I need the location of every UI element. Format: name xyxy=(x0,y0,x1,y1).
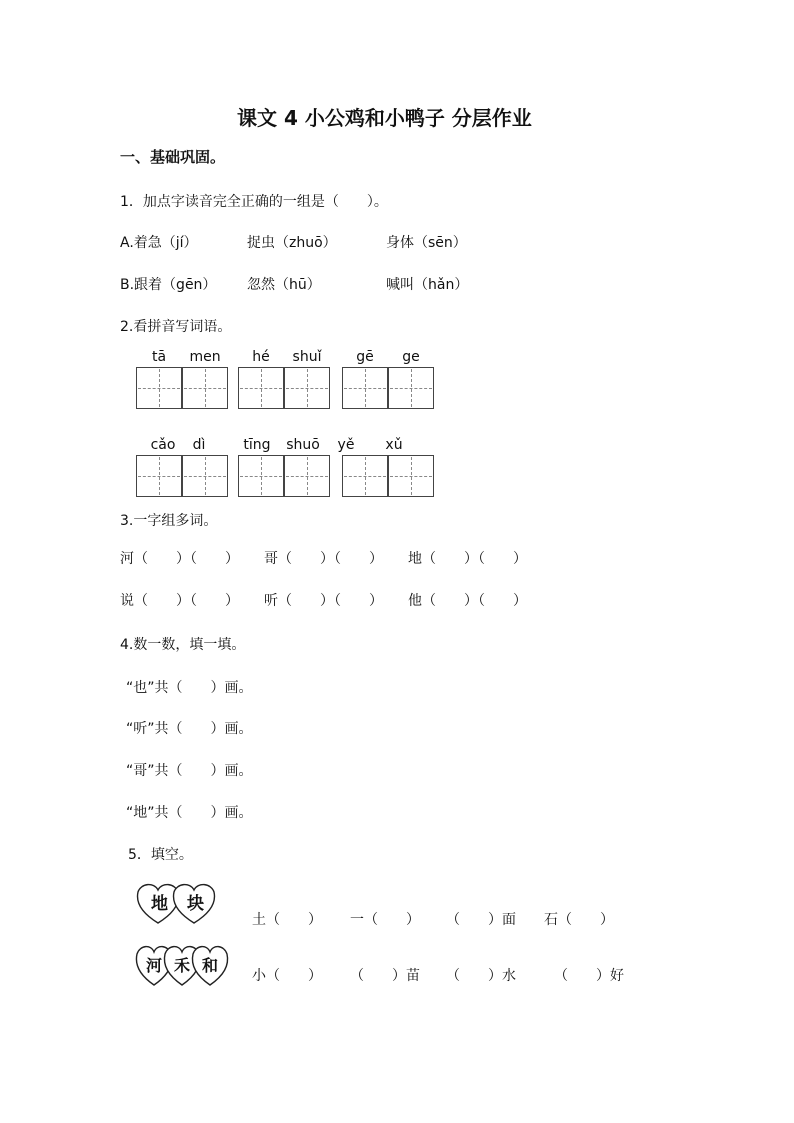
pinyin-label: cǎo xyxy=(150,437,176,453)
q3-item: 听（ ）（ ） xyxy=(264,593,383,609)
q1-option-b-3: 喊叫（hǎn） xyxy=(386,277,469,293)
pinyin-label: shuǐ xyxy=(292,349,322,365)
q1-option-b-2: 忽然（hū） xyxy=(247,277,321,293)
writing-grid-pair[interactable] xyxy=(342,455,436,499)
q5-blank: 石（ ） xyxy=(544,912,614,928)
q5-blank: （ ）面 xyxy=(446,912,516,928)
writing-cell[interactable] xyxy=(388,455,434,497)
writing-cell[interactable] xyxy=(388,367,434,409)
pinyin-label: tīng xyxy=(243,437,271,453)
writing-cell[interactable] xyxy=(238,367,284,409)
heart-group-2 xyxy=(134,941,234,989)
q1-option-a-3: 身体（sēn） xyxy=(386,235,467,251)
section-heading: 一、基础巩固。 xyxy=(120,148,226,166)
q5-blank: 小（ ） xyxy=(252,968,322,984)
writing-grid-pair[interactable] xyxy=(136,455,230,499)
writing-grid-pair[interactable] xyxy=(136,367,230,411)
q5-blank: 一（ ） xyxy=(350,912,420,928)
q3-item: 说（ ）（ ） xyxy=(120,593,239,609)
writing-cell[interactable] xyxy=(182,367,228,409)
q1-option-a-1: A.着急（jí） xyxy=(120,235,198,251)
page-title: 课文 4 小公鸡和小鸭子 分层作业 xyxy=(237,106,532,130)
writing-cell[interactable] xyxy=(182,455,228,497)
q5-blank: （ ）好 xyxy=(554,968,624,984)
writing-grid-pair[interactable] xyxy=(238,367,332,411)
q5-stem: 5．填空。 xyxy=(128,847,193,863)
writing-cell[interactable] xyxy=(342,367,388,409)
writing-cell[interactable] xyxy=(284,367,330,409)
pinyin-label: ge xyxy=(402,349,420,365)
q1-option-a-2: 捉虫（zhuō） xyxy=(247,235,337,251)
pinyin-label: tā xyxy=(151,349,167,365)
q1-stem: 1．加点字读音完全正确的一组是（ ）。 xyxy=(120,194,388,210)
writing-cell[interactable] xyxy=(136,455,182,497)
writing-cell[interactable] xyxy=(284,455,330,497)
q3-item: 地（ ）（ ） xyxy=(408,551,527,567)
heart-char: 地 xyxy=(151,894,168,914)
heart-char: 河 xyxy=(146,956,163,975)
pinyin-label: men xyxy=(189,349,221,365)
writing-cell[interactable] xyxy=(136,367,182,409)
pinyin-label: xǔ xyxy=(385,437,403,453)
heart-char: 块 xyxy=(187,894,204,914)
hearts-icon xyxy=(134,879,224,927)
pinyin-label: gē xyxy=(356,349,374,365)
q4-line: “地”共（ ）画。 xyxy=(126,805,253,821)
heart-char: 和 xyxy=(202,956,219,975)
q4-line: “哥”共（ ）画。 xyxy=(126,763,253,779)
q1-option-b-1: B.跟着（gēn） xyxy=(120,277,217,293)
writing-grid-pair[interactable] xyxy=(342,367,436,411)
q4-line: “也”共（ ）画。 xyxy=(126,680,253,696)
q4-stem: 4.数一数，填一填。 xyxy=(120,637,246,653)
pinyin-label: dì xyxy=(192,437,206,453)
heart-char: 禾 xyxy=(174,956,191,975)
q3-item: 河（ ）（ ） xyxy=(120,551,239,567)
q2-stem: 2.看拼音写词语。 xyxy=(120,319,232,335)
q4-line: “听”共（ ）画。 xyxy=(126,721,253,737)
q3-stem: 3.一字组多词。 xyxy=(120,513,218,529)
writing-cell[interactable] xyxy=(342,455,388,497)
q3-item: 哥（ ）（ ） xyxy=(264,551,383,567)
q3-item: 他（ ）（ ） xyxy=(408,593,527,609)
pinyin-label: yě xyxy=(337,437,355,453)
pinyin-label: shuō xyxy=(286,437,320,453)
q5-blank: （ ）水 xyxy=(446,968,516,984)
q5-blank: 土（ ） xyxy=(252,912,322,928)
writing-cell[interactable] xyxy=(238,455,284,497)
writing-grid-pair[interactable] xyxy=(238,455,332,499)
heart-group-1 xyxy=(134,879,224,927)
pinyin-label: hé xyxy=(252,349,270,365)
q5-blank: （ ）苗 xyxy=(350,968,420,984)
